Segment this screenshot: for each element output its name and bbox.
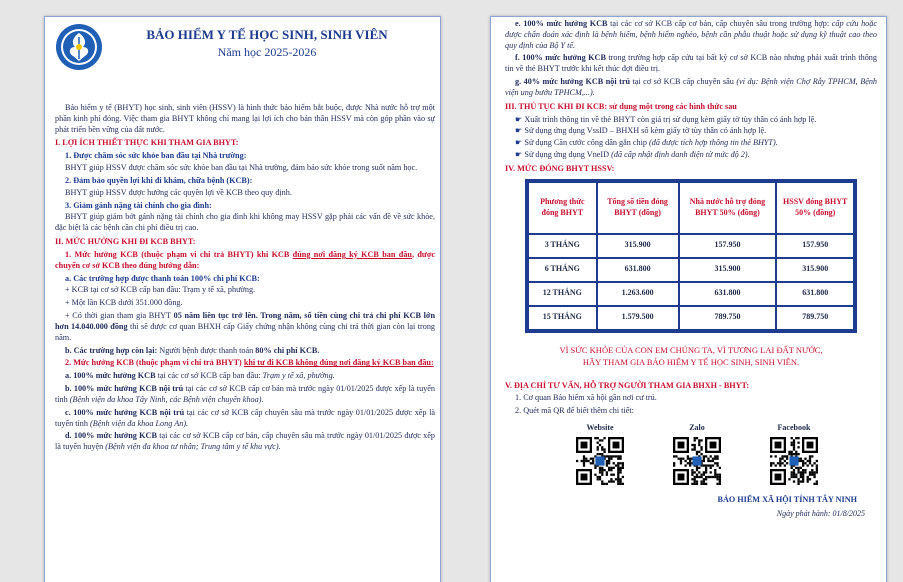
section2-a-line1: + KCB tại cơ sở KCB cấp ban đầu: Trạm y tế xã, phường. (65, 285, 256, 295)
table-cell: 1.263.600 (597, 282, 679, 306)
section2-p2-underline: khi tự đi KCB không đúng nơi đăng ký KCB ban đầu: (243, 358, 434, 368)
section3-item4 (505, 150, 877, 161)
section2-m-b-b: b. 100% mức hưởng KCB nội trú (65, 384, 184, 394)
section2-m-e (505, 19, 877, 51)
section2-b-text-b: 80% chi phí KCB. (255, 345, 320, 355)
page-left (44, 16, 441, 582)
table-cell: 157.950 (679, 234, 777, 258)
slogan-line1: VÌ SỨC KHỎE CỦA CON EM CHÚNG TA, VÌ TƯƠNG LAI ĐẤT NƯỚC, (559, 344, 823, 355)
table-cell: 315.900 (776, 258, 854, 282)
table-cell: 789.750 (776, 306, 854, 330)
section2-m-f (505, 53, 877, 75)
fee-col-total: Tổng số tiền đóng BHYT (đồng) (597, 182, 679, 234)
section2-m-e-b: e. 100% mức hưởng KCB (515, 19, 608, 28)
section2-a-line3-c: thì sẽ được cơ quan BHXH cấp Giấy chứng nhận không cùng chi trả thời gian còn lại trong năm. (55, 321, 436, 342)
table-cell: 3 THÁNG (528, 234, 597, 258)
section2-m-c-t: tại các cơ sở KCB cấp chuyên sâu mà trước ngày 01/01/2025 được xếp là tuyến tỉnh (55, 407, 435, 428)
qr-zalo[interactable] (670, 423, 724, 485)
section1-item1-title: 1. Được chăm sóc sức khỏe ban đầu tại Nhà trường: (65, 151, 247, 161)
section3-title-a: III. THỦ TỤC KHI ĐI KCB: (505, 101, 610, 111)
section3-item1 (505, 115, 877, 126)
pointing-hand-icon: ☛ (515, 138, 523, 148)
section2-a-line3 (55, 311, 435, 343)
organization-name: BẢO HIỂM XÃ HỘI TỈNH TÂY NINH (717, 494, 857, 504)
section3-item3-text: Sử dụng Căn cước công dân gắn chip (524, 138, 650, 148)
pointing-hand-icon: ☛ (515, 114, 523, 124)
section5-line2: 2. Quét mã QR để biết thêm chi tiết: (515, 406, 634, 416)
qr-row (573, 423, 821, 485)
section3-item3 (505, 138, 877, 149)
qr-facebook-label: Facebook (777, 423, 811, 433)
pointing-hand-icon: ☛ (515, 126, 523, 136)
section2-title: II. MỨC HƯỞNG KHI ĐI KCB BHYT: (55, 237, 196, 247)
table-cell: 315.900 (597, 234, 679, 258)
table-cell: 1.579.500 (597, 306, 679, 330)
table-row (528, 282, 854, 306)
section3-item2-text: Sử dụng ứng dụng VssID – BHXH số kèm giấy tờ tùy thân có ảnh hợp lệ. (524, 126, 767, 136)
section2-b (55, 346, 435, 357)
slogan (505, 345, 877, 369)
section5-line1: 1. Cơ quan Bảo hiểm xã hội gần nơi cư trú. (515, 393, 657, 403)
section2-p2 (55, 358, 435, 369)
section2-m-b (55, 384, 435, 406)
table-cell: 631.800 (679, 282, 777, 306)
table-cell: 6 THÁNG (528, 258, 597, 282)
section1-item2-title: 2. Đảm bảo quyền lợi khi đi khám, chữa bệnh (KCB): (65, 175, 253, 185)
section2-m-d (55, 431, 435, 453)
section2-p2-a: 2. Mức hưởng KCB (thuộc phạm vi chi trả BHYT) (65, 358, 244, 368)
vss-logo-icon (55, 23, 103, 71)
page-title: BẢO HIỂM Y TẾ HỌC SINH, SINH VIÊN (146, 27, 388, 42)
release-date: Ngày phát hành: 01/8/2025 (776, 509, 865, 519)
section2-m-g (505, 77, 877, 99)
section1-item2-text: BHYT giúp HSSV được hưởng các quyền lợi về KCB theo quy định. (65, 187, 292, 197)
left-content (55, 103, 435, 455)
section5-title: V. ĐỊA CHỈ TƯ VẤN, HỖ TRỢ NGƯỜI THAM GIA BHXH - BHYT: (505, 380, 750, 390)
table-cell: 315.900 (679, 258, 777, 282)
pointing-hand-icon: ☛ (515, 150, 523, 160)
section2-b-text-a: Người bệnh được thanh toán (157, 345, 256, 355)
section1-item1-text: BHYT giúp HSSV được chăm sóc sức khỏe ban đầu tại Nhà trường, đảm bảo sức khỏe trong suốt năm học. (65, 163, 418, 173)
section2-p1-b: , được chuyển cơ sở KCB theo đúng hướng dẫn: (55, 249, 436, 270)
table-row (528, 306, 854, 330)
section2-m-g-i: (ví dụ: Bệnh viện Chợ Rẫy TPHCM, Bệnh viện ung bướu TPHCM,...). (505, 77, 878, 97)
intro-paragraph: Bảo hiểm y tế (BHYT) học sinh, sinh viên (HSSV) là hình thức bảo hiểm bắt buộc, được Nhà nước hỗ trợ một phần kinh phí đóng. Việc tham gia BHYT không chỉ mang lại lợi ích cho bản thân HSSV mà còn góp phần vào sự phát triển bền vững của đất nước. (55, 103, 435, 134)
fee-col-method: Phương thức đóng BHYT (528, 182, 597, 234)
section2-m-a-b: a. 100% mức hưởng KCB (65, 371, 156, 381)
title-block (117, 27, 417, 60)
section2-m-c (55, 408, 435, 430)
section2-m-a-i: Trạm y tế xã, phường. (262, 371, 335, 381)
section2-m-a (55, 371, 435, 382)
table-cell: 15 THÁNG (528, 306, 597, 330)
section1-item3-title: 3. Giảm gánh nặng tài chính cho gia đình: (65, 200, 212, 210)
section2-a-line3-b: 05 năm liên tục trở lên. Trong năm, số tiền cùng chi trả chi phí KCB lớn hơn 14.040.000 đồng (55, 311, 435, 331)
section3-item4-text: Sử dụng ứng dụng VneID (524, 150, 612, 160)
section2-a-line2: + Một lần KCB dưới 351.000 đồng. (65, 298, 183, 308)
section2-m-c-b: c. 100% mức hưởng KCB nội trú (65, 407, 185, 417)
qr-code-icon[interactable] (576, 437, 624, 485)
page-right (490, 16, 887, 582)
table-cell: 789.750 (679, 306, 777, 330)
section2-m-d-i: (Bệnh viện đa khoa tư nhân; Trung tâm y tế khu vực). (105, 442, 281, 452)
qr-facebook[interactable] (767, 423, 821, 485)
section3-title-b: sử dụng một trong các hình thức sau (609, 101, 737, 111)
page-subtitle: Năm học 2025-2026 (217, 45, 317, 59)
fee-col-state: Nhà nước hỗ trợ đóng BHYT 50% (đồng) (679, 182, 777, 234)
qr-website[interactable] (573, 423, 627, 485)
section2-m-f-b: f. 100% mức hưởng KCB (515, 53, 606, 63)
qr-code-icon[interactable] (673, 437, 721, 485)
section2-m-b-i: (Bệnh viện đa khoa Tây Ninh, các Bệnh viện chuyên khoa). (69, 394, 264, 404)
table-cell: 631.800 (597, 258, 679, 282)
section3-item2 (505, 126, 877, 137)
section2-m-g-t: tại cơ sở KCB cấp chuyên sâu (630, 77, 737, 87)
section2-m-d-t: tại các cơ sở KCB cấp cơ bản, cấp chuyên sâu mà trước ngày 01/01/2025 được xếp là tuyến huyện (55, 431, 435, 452)
fee-table-header-row (528, 182, 854, 234)
qr-website-label: Website (586, 423, 614, 433)
fee-col-student: HSSV đóng BHYT 50% (đồng) (776, 182, 854, 234)
table-row (528, 258, 854, 282)
section2-m-a-t: tại các cơ sở KCB cấp ban đầu: (155, 371, 263, 381)
slogan-line2: HÃY THAM GIA BẢO HIỂM Y TẾ HỌC SINH, SINH VIÊN. (582, 356, 800, 367)
section2-a-title: a. Các trường hợp được thanh toán 100% chi phí KCB: (65, 273, 260, 283)
section1-item3-text: BHYT giúp giảm bớt gánh nặng tài chính cho gia đình khi không may HSSV gặp phải các vấn đề về sức khỏe, đặc biệt là các bệnh cần chi phí điều trị cao. (55, 212, 435, 233)
table-cell: 157.950 (776, 234, 854, 258)
qr-zalo-label: Zalo (689, 423, 705, 433)
right-content (505, 19, 877, 520)
section2-p1-a: 1. Mức hưởng KCB (thuộc phạm vi chi trả BHYT) khi KCB (65, 249, 293, 259)
section2-m-b-t: tại các cơ sở KCB cấp cơ bản mà trước ngày 01/01/2025 được xếp là tuyến tỉnh (55, 384, 435, 404)
section3-item3-italic: (đã được tích hợp thông tin thẻ BHYT). (649, 138, 778, 148)
section2-m-e-i: cấp cứu hoặc được chẩn đoán xác định là bệnh hiếm, bệnh hiểm nghèo, bệnh cần phẫu thuật hoặc sử dụng kỹ thuật cao theo quy định của Bộ Y tế. (505, 19, 877, 50)
section2-b-title: b. Các trường hợp còn lại: (65, 345, 158, 355)
section2-m-c-i: (Bệnh viện đa khoa Long An). (90, 418, 189, 428)
section3-item4-italic: (đã cấp nhật định danh điện tử mức độ 2). (611, 150, 750, 160)
table-cell: 12 THÁNG (528, 282, 597, 306)
section1-title: I. LỢI ÍCH THIẾT THỰC KHI THAM GIA BHYT: (55, 138, 239, 148)
section2-m-e-t: tại các cơ sở KCB cấp cơ bản, cấp chuyên sâu trong trường hợp: (607, 19, 832, 28)
section2-p1 (55, 250, 435, 272)
section4-title: IV. MỨC ĐÓNG BHYT HSSV: (505, 163, 615, 173)
section2-m-d-b: d. 100% mức hưởng KCB (65, 431, 157, 441)
section2-a-line3-a: + Có thời gian tham gia BHYT (65, 311, 174, 321)
section2-p1-underline: đúng nơi đăng ký KCB ban đầu (292, 249, 412, 259)
table-row (528, 234, 854, 258)
fee-table (525, 179, 857, 333)
section2-m-g-b: g. 40% mức hưởng KCB nội trú (515, 77, 631, 87)
section2-m-f-t: trong trường hợp cấp cứu tại bất kỳ cơ sở KCB nào nhưng phải xuất trình thông tin về thẻ BHYT trước khi kết thúc đợt điều trị. (505, 53, 877, 74)
table-cell: 631.800 (776, 282, 854, 306)
section3-item1-text: Xuất trình thông tin về thẻ BHYT còn giá trị sử dụng kèm giấy tờ tùy thân có ảnh hợp lệ. (524, 114, 817, 124)
qr-code-icon[interactable] (770, 437, 818, 485)
section3-title (505, 102, 877, 113)
